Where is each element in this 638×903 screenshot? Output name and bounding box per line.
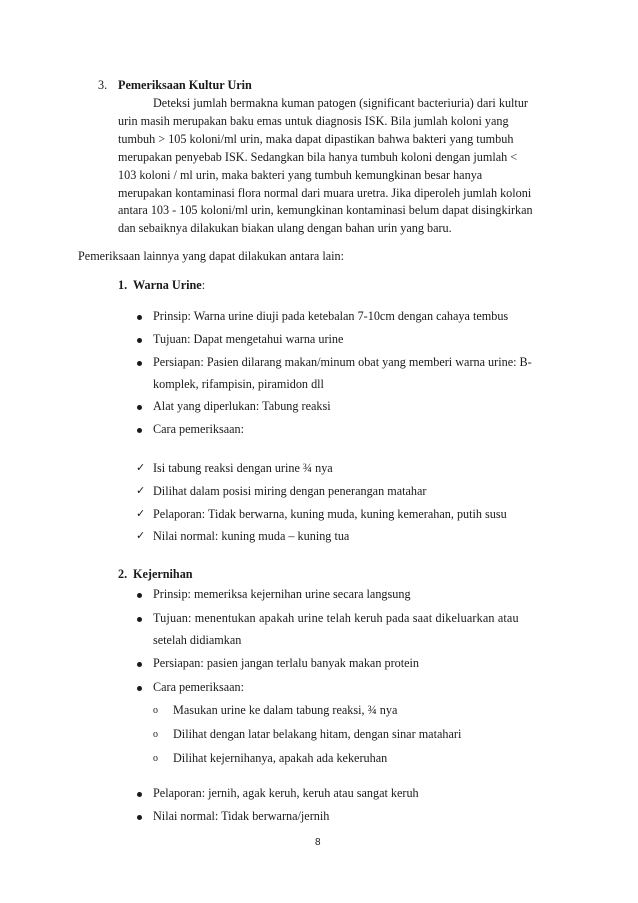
subsection-number: 1. bbox=[118, 278, 128, 292]
list-item: Persiapan: pasien jangan terlalu banyak makan protein bbox=[153, 656, 420, 670]
circle-bullet-icon: o bbox=[153, 753, 158, 764]
circle-bullet-icon: o bbox=[153, 705, 158, 716]
list-item: Pelaporan: jernih, agak keruh, keruh atau sangat keruh bbox=[153, 786, 419, 800]
list-item: Tujuan: menentukan apakah urine telah keruh pada saat dikeluarkan atau bbox=[153, 611, 519, 625]
paragraph-line: antara 103 - 105 koloni/ml urin, kemungkinan kontaminasi belum dapat disingkirkan bbox=[118, 203, 533, 217]
check-icon: ✓ bbox=[136, 529, 146, 542]
list-item: Alat yang diperlukan: Tabung reaksi bbox=[153, 399, 331, 413]
circle-bullet-icon: o bbox=[153, 729, 158, 740]
list-item: Prinsip: Warna urine diuji pada ketebalan 7-10cm dengan cahaya tembus bbox=[153, 309, 509, 323]
page-number: 8 bbox=[315, 837, 321, 848]
bullet-icon bbox=[137, 792, 142, 797]
bullet-icon bbox=[137, 315, 142, 320]
title-colon: : bbox=[201, 278, 206, 292]
sub-item: Masukan urine ke dalam tabung reaksi, ¾ nya bbox=[173, 703, 398, 717]
section-number: 3. bbox=[98, 78, 108, 92]
section-title: Pemeriksaan Kultur Urin bbox=[118, 78, 252, 92]
check-item: Nilai normal: kuning muda – kuning tua bbox=[153, 529, 350, 543]
list-item: Tujuan: Dapat mengetahui warna urine bbox=[153, 332, 344, 346]
subsection-heading bbox=[133, 278, 205, 293]
check-icon: ✓ bbox=[136, 461, 146, 474]
list-item: Cara pemeriksaan: bbox=[153, 422, 245, 436]
bullet-icon bbox=[137, 361, 142, 366]
list-item-continuation: setelah didiamkan bbox=[153, 633, 242, 647]
paragraph-line: Deteksi jumlah bermakna kuman patogen (significant bacteriuria) dari kultur bbox=[153, 96, 528, 110]
bullet-icon bbox=[137, 662, 142, 667]
list-item: Persiapan: Pasien dilarang makan/minum obat yang memberi warna urine: B- bbox=[153, 355, 532, 369]
sub-item: Dilihat dengan latar belakang hitam, dengan sinar matahari bbox=[173, 727, 462, 741]
bullet-icon bbox=[137, 815, 142, 820]
list-item-continuation: komplek, rifampisin, piramidon dll bbox=[153, 377, 324, 391]
paragraph-line: 103 koloni / ml urin, maka bakteri yang tumbuh kemungkinan besar hanya bbox=[118, 168, 483, 182]
bullet-icon bbox=[137, 686, 142, 691]
subsection-title: Warna Urine bbox=[133, 278, 202, 292]
paragraph-line: merupakan penyebab ISK. Sedangkan bila hanya tumbuh koloni dengan jumlah < bbox=[118, 150, 518, 164]
bullet-icon bbox=[137, 405, 142, 410]
sub-item: Dilihat kejernihanya, apakah ada kekeruhan bbox=[173, 751, 388, 765]
list-item: Nilai normal: Tidak berwarna/jernih bbox=[153, 809, 330, 823]
bullet-icon bbox=[137, 593, 142, 598]
subsection-number: 2. bbox=[118, 567, 128, 581]
check-item: Pelaporan: Tidak berwarna, kuning muda, kuning kemerahan, putih susu bbox=[153, 507, 507, 521]
check-icon: ✓ bbox=[136, 484, 146, 497]
paragraph-line: merupakan kontaminasi flora normal dari muara uretra. Jika diperoleh jumlah koloni bbox=[118, 186, 532, 200]
bullet-icon bbox=[137, 617, 142, 622]
bullet-icon bbox=[137, 338, 142, 343]
paragraph-line: tumbuh > 105 koloni/ml urin, maka dapat dipastikan bahwa bakteri yang tumbuh bbox=[118, 132, 514, 146]
subsection-title: Kejernihan bbox=[133, 567, 193, 581]
check-item: Isi tabung reaksi dengan urine ¾ nya bbox=[153, 461, 333, 475]
paragraph-line: dan sebaiknya dilakukan biakan ulang dengan bahan urin yang baru. bbox=[118, 221, 452, 235]
check-item: Dilihat dalam posisi miring dengan penerangan matahar bbox=[153, 484, 427, 498]
list-item: Prinsip: memeriksa kejernihan urine secara langsung bbox=[153, 587, 411, 601]
intro-text: Pemeriksaan lainnya yang dapat dilakukan antara lain: bbox=[78, 249, 344, 263]
bullet-icon bbox=[137, 428, 142, 433]
check-icon: ✓ bbox=[136, 507, 146, 520]
paragraph-line: urin masih merupakan baku emas untuk diagnosis ISK. Bila jumlah koloni yang bbox=[118, 114, 509, 128]
list-item: Cara pemeriksaan: bbox=[153, 680, 245, 694]
